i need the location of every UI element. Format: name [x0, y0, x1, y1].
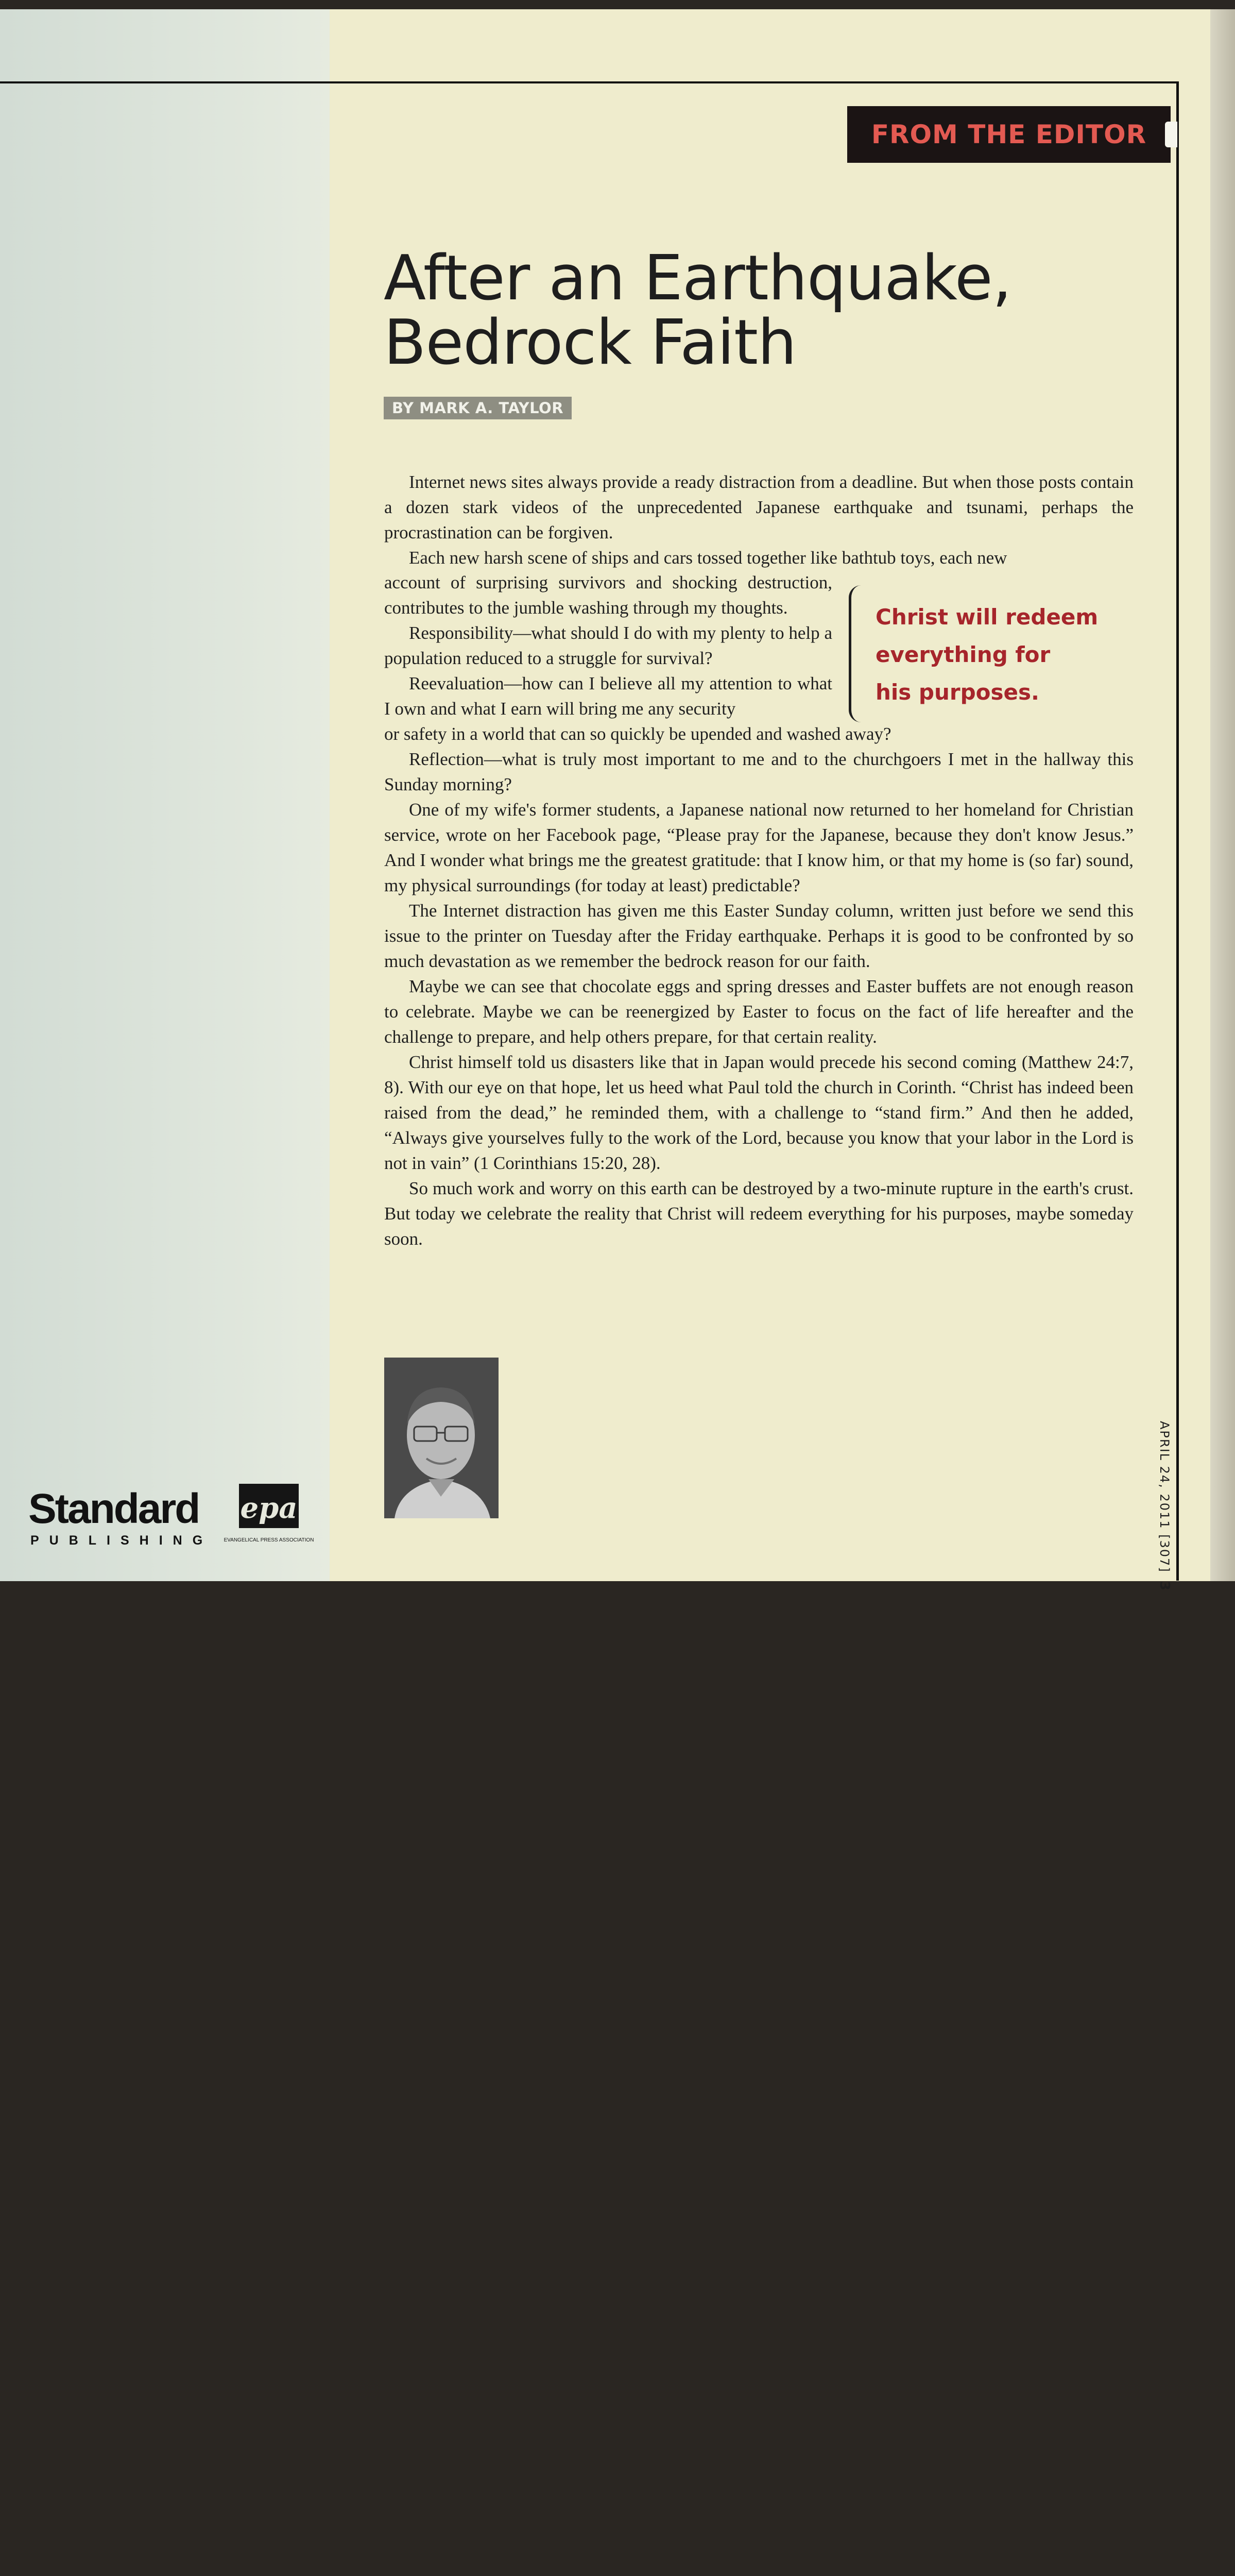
pull-quote: Christ will redeem everything for his purposes.: [876, 604, 1099, 705]
frame-right-rule: [1176, 81, 1179, 1581]
paragraph: Each new harsh scene of ships and cars tossed together like bathtub toys, each new: [409, 548, 1007, 568]
standard-publishing-logo: [28, 1482, 224, 1549]
paragraph: The Internet distraction has given me this Easter Sunday column, written just before we send this issue to the printer on Tuesday after the Friday earthquake. Perhaps it is good to be confronted by so much devastation as we remember the bedrock reason for our faith.: [384, 901, 1134, 971]
section-banner-label: FROM THE EDITOR: [871, 120, 1147, 149]
paragraph: Responsibility—what should I do with my plenty to help a population reduced to a struggle for survival?: [384, 623, 832, 668]
paragraph: account of surprising survivors and shocking destruction, contributes to the jumble washing through my thoughts.: [384, 572, 832, 618]
paragraph: Reflection—what is truly most important to me and to the churchgoers I met in the hallway this Sunday morning?: [384, 749, 1134, 794]
magazine-page: [0, 9, 1210, 1591]
svg-text:Standard: Standard: [28, 1485, 199, 1532]
article-title: After an Earthquake, Bedrock Faith: [384, 243, 1011, 379]
article-body-wrap: [384, 570, 832, 721]
article-byline: BY MARK A. TAYLOR: [384, 397, 572, 419]
epa-logo: [224, 1484, 314, 1548]
frame-top-rule: [0, 81, 1178, 83]
page-number: 3: [1157, 1581, 1172, 1591]
svg-text:epa: epa: [240, 1491, 298, 1525]
page-folio: [1152, 1421, 1172, 1606]
banner-tab: [1165, 122, 1177, 147]
section-banner: [847, 106, 1171, 163]
paragraph: One of my wife's former students, a Japanese national now returned to her homeland for Christian service, wrote on her Facebook page, “Please pray for the Japanese, because they don't know Jesus.” And I wonder what brings me the greatest gratitude: that I know him, or that my home is (so far) sound, my physical surroundings (for today at least) predictable?: [384, 800, 1134, 895]
paragraph: Maybe we can see that chocolate eggs and spring dresses and Easter buffets are not enough reason to celebrate. Maybe we can be reenergized by Easter to focus on the fact of life hereafter and the challenge to prepare, and help others prepare, for that certain reality.: [384, 976, 1134, 1047]
masthead-sidebar: [0, 9, 330, 1581]
svg-text:EVANGELICAL PRESS ASSOCIATION: EVANGELICAL PRESS ASSOCIATION: [224, 1537, 314, 1543]
paragraph: Reevaluation—how can I believe all my attention to what I own and what I earn will bring me any security: [384, 673, 832, 719]
article-body-intro: [384, 469, 1134, 570]
paragraph: Christ himself told us disasters like that in Japan would precede his second coming (Matthew 24:7, 8). With our eye on that hope, let us heed what Paul told the church in Corinth. “Christ has indeed been raised from the dead,” he reminded them, with a challenge to “stand firm.” And then he added, “Always give yourselves fully to the work of the Lord, because you know that your labor in the Lord is not in vain” (1 Corinthians 15:20, 28).: [384, 1052, 1134, 1173]
paragraph: So much work and worry on this earth can be destroyed by a two-minute rupture in the earth's crust. But today we celebrate the reality that Christ will redeem everything for his purposes, maybe someday soon.: [384, 1178, 1134, 1249]
pull-quote-bracket: [849, 585, 866, 722]
next-page-edge: [1210, 9, 1235, 1581]
folio-date: APRIL 24, 2011 [307]: [1157, 1421, 1172, 1573]
author-headshot: [384, 1358, 499, 1518]
paragraph: or safety in a world that can so quickly be upended and washed away?: [384, 724, 891, 744]
paragraph: Internet news sites always provide a ready distraction from a deadline. But when those posts contain a dozen stark videos of the unprecedented Japanese earthquake and tsunami, perhaps the procrastination can be forgiven.: [384, 472, 1134, 543]
article-body-main: [384, 721, 1134, 1251]
svg-text:PUBLISHING: PUBLISHING: [30, 1533, 213, 1548]
headshot-illustration: [384, 1358, 499, 1518]
